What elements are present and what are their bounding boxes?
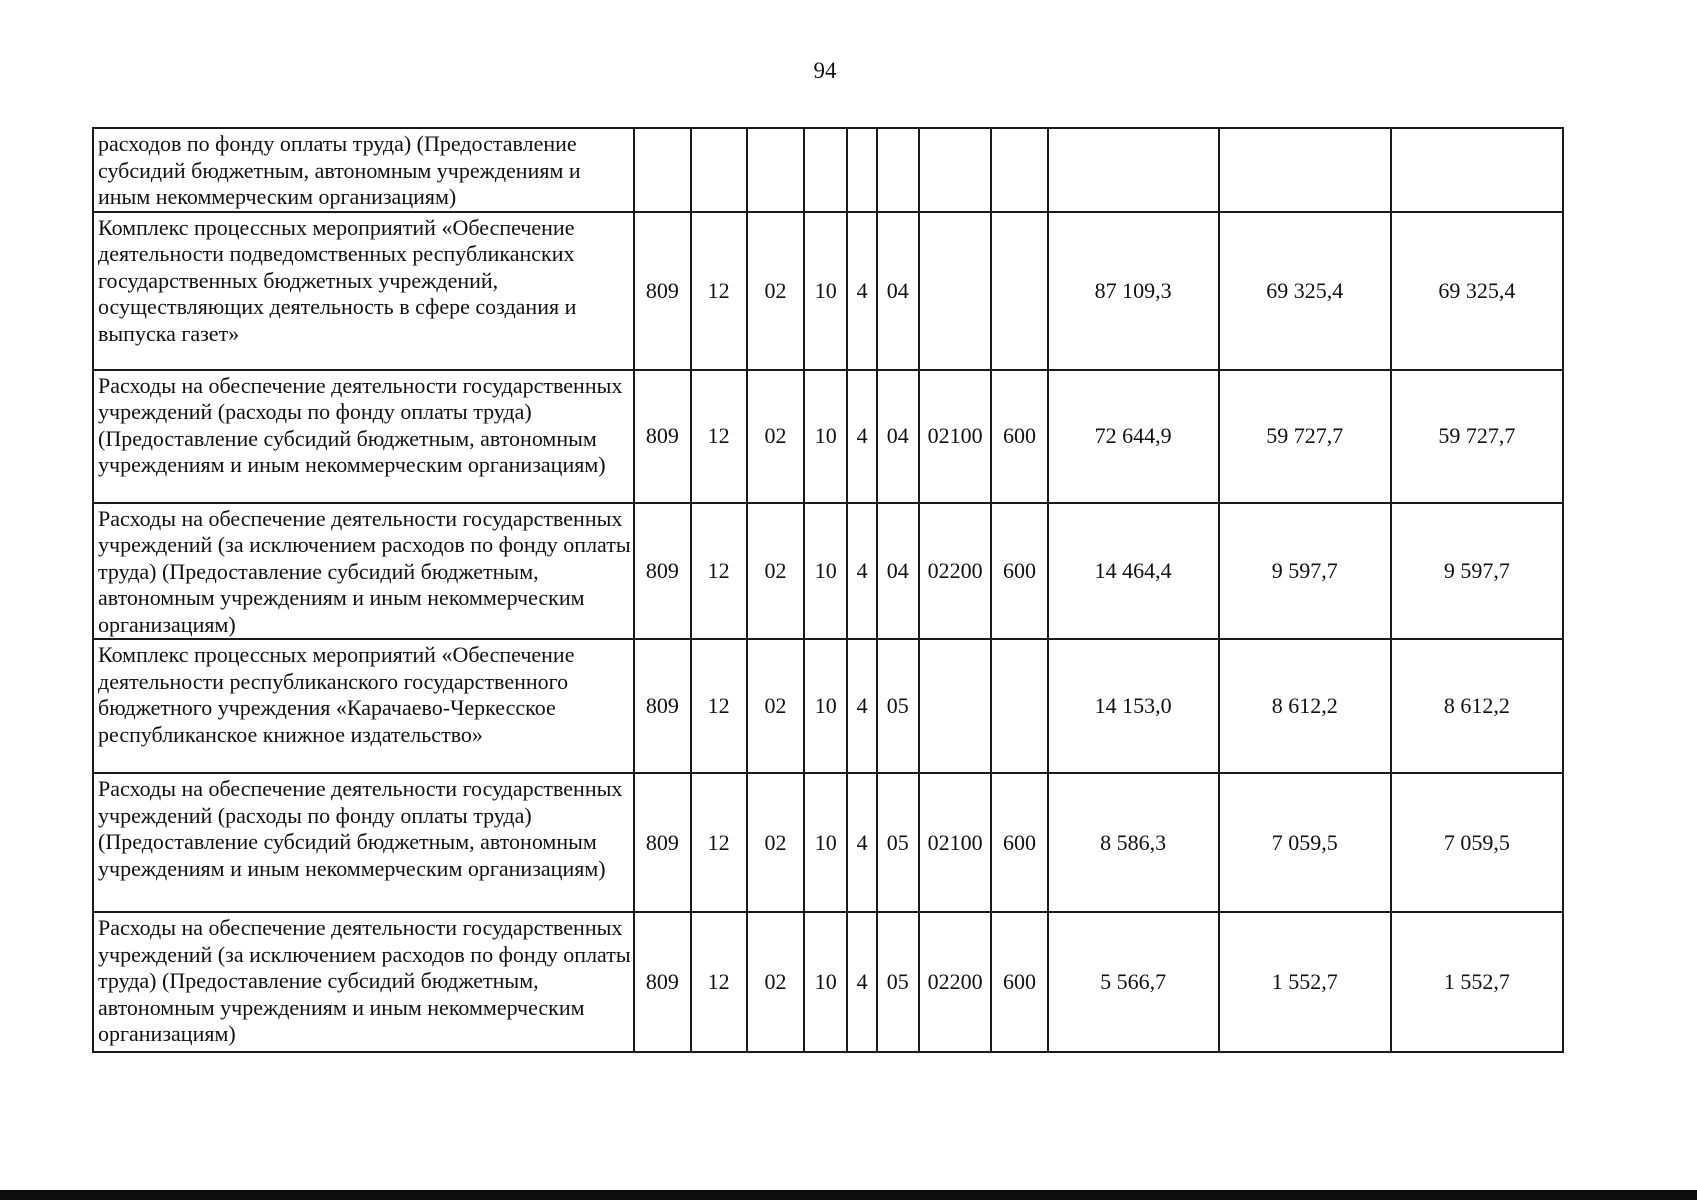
- amount-cell: 69 325,4: [1219, 212, 1391, 370]
- code-cell: 05: [877, 912, 919, 1052]
- amount-cell: 9 597,7: [1391, 503, 1563, 640]
- code-cell: 10: [804, 503, 847, 640]
- amount-cell: 7 059,5: [1391, 773, 1563, 912]
- code-cell: [991, 212, 1047, 370]
- expense-name-cell: Комплекс процессных мероприятий «Обеспечение деятельности республиканского государственного бюджетного учреждения «Карачаево-Черкесское республиканское книжное издательство»: [93, 639, 634, 773]
- code-cell: 02200: [919, 503, 992, 640]
- table-body: [93, 128, 1563, 1052]
- code-cell: [634, 128, 690, 212]
- code-cell: 809: [634, 912, 690, 1052]
- code-cell: 02: [747, 212, 804, 370]
- code-cell: 02100: [919, 773, 992, 912]
- code-cell: 02100: [919, 370, 992, 503]
- code-cell: 12: [691, 370, 747, 503]
- expense-name-cell: расходов по фонду оплаты труда) (Предоставление субсидий бюджетным, автономным учреждениям и иным некоммерческим организациям): [93, 128, 634, 212]
- expense-name-cell: Расходы на обеспечение деятельности государственных учреждений (расходы по фонду оплаты труда) (Предоставление субсидий бюджетным, автономным учреждениям и иным некоммерческим организациям): [93, 773, 634, 912]
- code-cell: 12: [691, 212, 747, 370]
- code-cell: 02: [747, 639, 804, 773]
- code-cell: [691, 128, 747, 212]
- code-cell: [877, 128, 919, 212]
- code-cell: 02: [747, 370, 804, 503]
- budget-table: [92, 127, 1564, 1053]
- table-row: [93, 639, 1563, 773]
- code-cell: 4: [847, 912, 876, 1052]
- code-cell: [919, 128, 992, 212]
- table-row: [93, 370, 1563, 503]
- code-cell: 02: [747, 912, 804, 1052]
- code-cell: [991, 639, 1047, 773]
- code-cell: 10: [804, 773, 847, 912]
- amount-cell: 59 727,7: [1391, 370, 1563, 503]
- code-cell: 02: [747, 503, 804, 640]
- amount-cell: 9 597,7: [1219, 503, 1391, 640]
- expense-name-cell: Расходы на обеспечение деятельности государственных учреждений (расходы по фонду оплаты труда) (Предоставление субсидий бюджетным, автономным учреждениям и иным некоммерческим организациям): [93, 370, 634, 503]
- code-cell: 600: [991, 503, 1047, 640]
- code-cell: 600: [991, 773, 1047, 912]
- amount-cell: 5 566,7: [1048, 912, 1219, 1052]
- code-cell: 4: [847, 212, 876, 370]
- code-cell: 809: [634, 639, 690, 773]
- code-cell: 4: [847, 639, 876, 773]
- code-cell: 809: [634, 773, 690, 912]
- page-number: 94: [813, 58, 837, 83]
- table-row: [93, 773, 1563, 912]
- code-cell: [919, 639, 992, 773]
- amount-cell: 72 644,9: [1048, 370, 1219, 503]
- amount-cell: 8 612,2: [1219, 639, 1391, 773]
- amount-cell: [1219, 128, 1391, 212]
- code-cell: 4: [847, 370, 876, 503]
- code-cell: 809: [634, 503, 690, 640]
- code-cell: 10: [804, 370, 847, 503]
- code-cell: 4: [847, 773, 876, 912]
- amount-cell: 14 153,0: [1048, 639, 1219, 773]
- amount-cell: 1 552,7: [1391, 912, 1563, 1052]
- amount-cell: 59 727,7: [1219, 370, 1391, 503]
- code-cell: [991, 128, 1047, 212]
- code-cell: [747, 128, 804, 212]
- code-cell: 600: [991, 912, 1047, 1052]
- code-cell: 12: [691, 639, 747, 773]
- code-cell: 12: [691, 773, 747, 912]
- amount-cell: 8 612,2: [1391, 639, 1563, 773]
- code-cell: 02: [747, 773, 804, 912]
- code-cell: [847, 128, 876, 212]
- code-cell: 809: [634, 212, 690, 370]
- amount-cell: [1048, 128, 1219, 212]
- table-row: [93, 128, 1563, 212]
- code-cell: [919, 212, 992, 370]
- code-cell: 809: [634, 370, 690, 503]
- code-cell: 02200: [919, 912, 992, 1052]
- code-cell: 10: [804, 639, 847, 773]
- code-cell: 04: [877, 370, 919, 503]
- amount-cell: 7 059,5: [1219, 773, 1391, 912]
- code-cell: 600: [991, 370, 1047, 503]
- code-cell: 4: [847, 503, 876, 640]
- expense-name-cell: Расходы на обеспечение деятельности государственных учреждений (за исключением расходов по фонду оплаты труда) (Предоставление субсидий бюджетным, автономным учреждениям и иным некоммерческим организациям): [93, 912, 634, 1052]
- table-row: [93, 912, 1563, 1052]
- expense-name-cell: Комплекс процессных мероприятий «Обеспечение деятельности подведомственных республиканских государственных бюджетных учреждений, осуществляющих деятельность в сфере создания и выпуска газет»: [93, 212, 634, 370]
- code-cell: 05: [877, 639, 919, 773]
- code-cell: 10: [804, 912, 847, 1052]
- amount-cell: 87 109,3: [1048, 212, 1219, 370]
- code-cell: 04: [877, 212, 919, 370]
- code-cell: 05: [877, 773, 919, 912]
- table-row: [93, 212, 1563, 370]
- amount-cell: 69 325,4: [1391, 212, 1563, 370]
- code-cell: 12: [691, 503, 747, 640]
- amount-cell: 14 464,4: [1048, 503, 1219, 640]
- code-cell: 04: [877, 503, 919, 640]
- amount-cell: 8 586,3: [1048, 773, 1219, 912]
- amount-cell: 1 552,7: [1219, 912, 1391, 1052]
- code-cell: 10: [804, 212, 847, 370]
- code-cell: [804, 128, 847, 212]
- code-cell: 12: [691, 912, 747, 1052]
- amount-cell: [1391, 128, 1563, 212]
- expense-name-cell: Расходы на обеспечение деятельности государственных учреждений (за исключением расходов по фонду оплаты труда) (Предоставление субсидий бюджетным, автономным учреждениям и иным некоммерческим организациям): [93, 503, 634, 640]
- table-row: [93, 503, 1563, 640]
- scan-bottom-edge: [0, 1190, 1697, 1200]
